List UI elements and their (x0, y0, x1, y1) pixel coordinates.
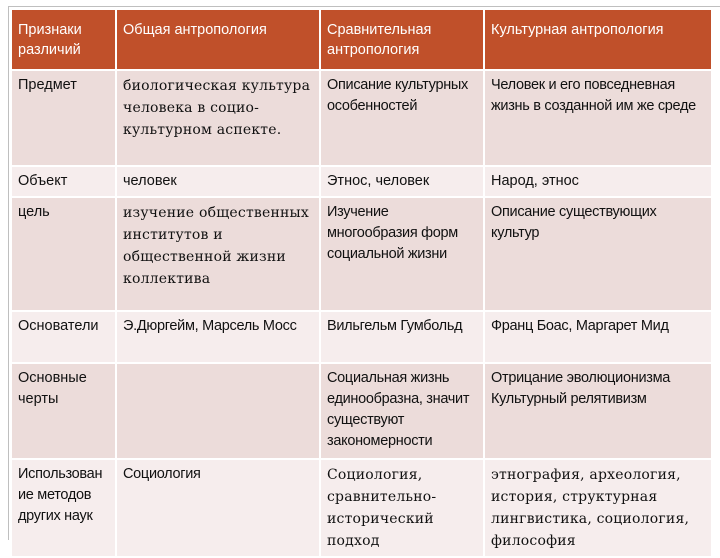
table-cell: Э.Дюргейм, Марсель Мосс (116, 311, 320, 363)
table-cell: Вильгельм Гумбольд (320, 311, 484, 363)
table-cell: Описание существующих культур (484, 197, 712, 311)
header-cell: Признаки различий (12, 10, 116, 70)
row-label: Основатели (12, 311, 116, 363)
comparison-table (12, 10, 713, 558)
row-label: цель (12, 197, 116, 311)
table-cell: Человек и его повседневная жизнь в созданной им же среде (484, 70, 712, 166)
row-label: Использован ие методов других наук (12, 459, 116, 557)
table-cell: биологическая культура человека в социо-культурном аспекте. (116, 70, 320, 166)
table-row (12, 70, 712, 166)
row-label: Объект (12, 166, 116, 197)
header-cell: Культурная антропология (484, 10, 712, 70)
table-cell: Описание культурных особенностей (320, 70, 484, 166)
table-row (12, 311, 712, 363)
row-label: Основные черты (12, 363, 116, 459)
header-cell: Сравнительная антропология (320, 10, 484, 70)
header-row (12, 10, 712, 70)
table-cell: Народ, этнос (484, 166, 712, 197)
table-cell: этнография, археология, история, структурная лингвистика, социология, философия (484, 459, 712, 557)
table-cell: человек (116, 166, 320, 197)
table-cell: Отрицание эволюционизма Культурный релятивизм (484, 363, 712, 459)
table-cell: Социология (116, 459, 320, 557)
table-cell: изучение общественных институтов и общественной жизни коллектива (116, 197, 320, 311)
table-row (12, 197, 712, 311)
table-row (12, 166, 712, 197)
table-cell: Франц Боас, Маргарет Мид (484, 311, 712, 363)
header-cell: Общая антропология (116, 10, 320, 70)
table-cell: Изучение многообразия форм социальной жизни (320, 197, 484, 311)
table-cell: Этнос, человек (320, 166, 484, 197)
table-cell (116, 363, 320, 459)
table-cell: Социальная жизнь единообразна, значит существуют закономерности (320, 363, 484, 459)
table-cell: Социология, сравнительно-исторический подход (320, 459, 484, 557)
row-label: Предмет (12, 70, 116, 166)
table-row (12, 363, 712, 459)
table-row (12, 459, 712, 557)
